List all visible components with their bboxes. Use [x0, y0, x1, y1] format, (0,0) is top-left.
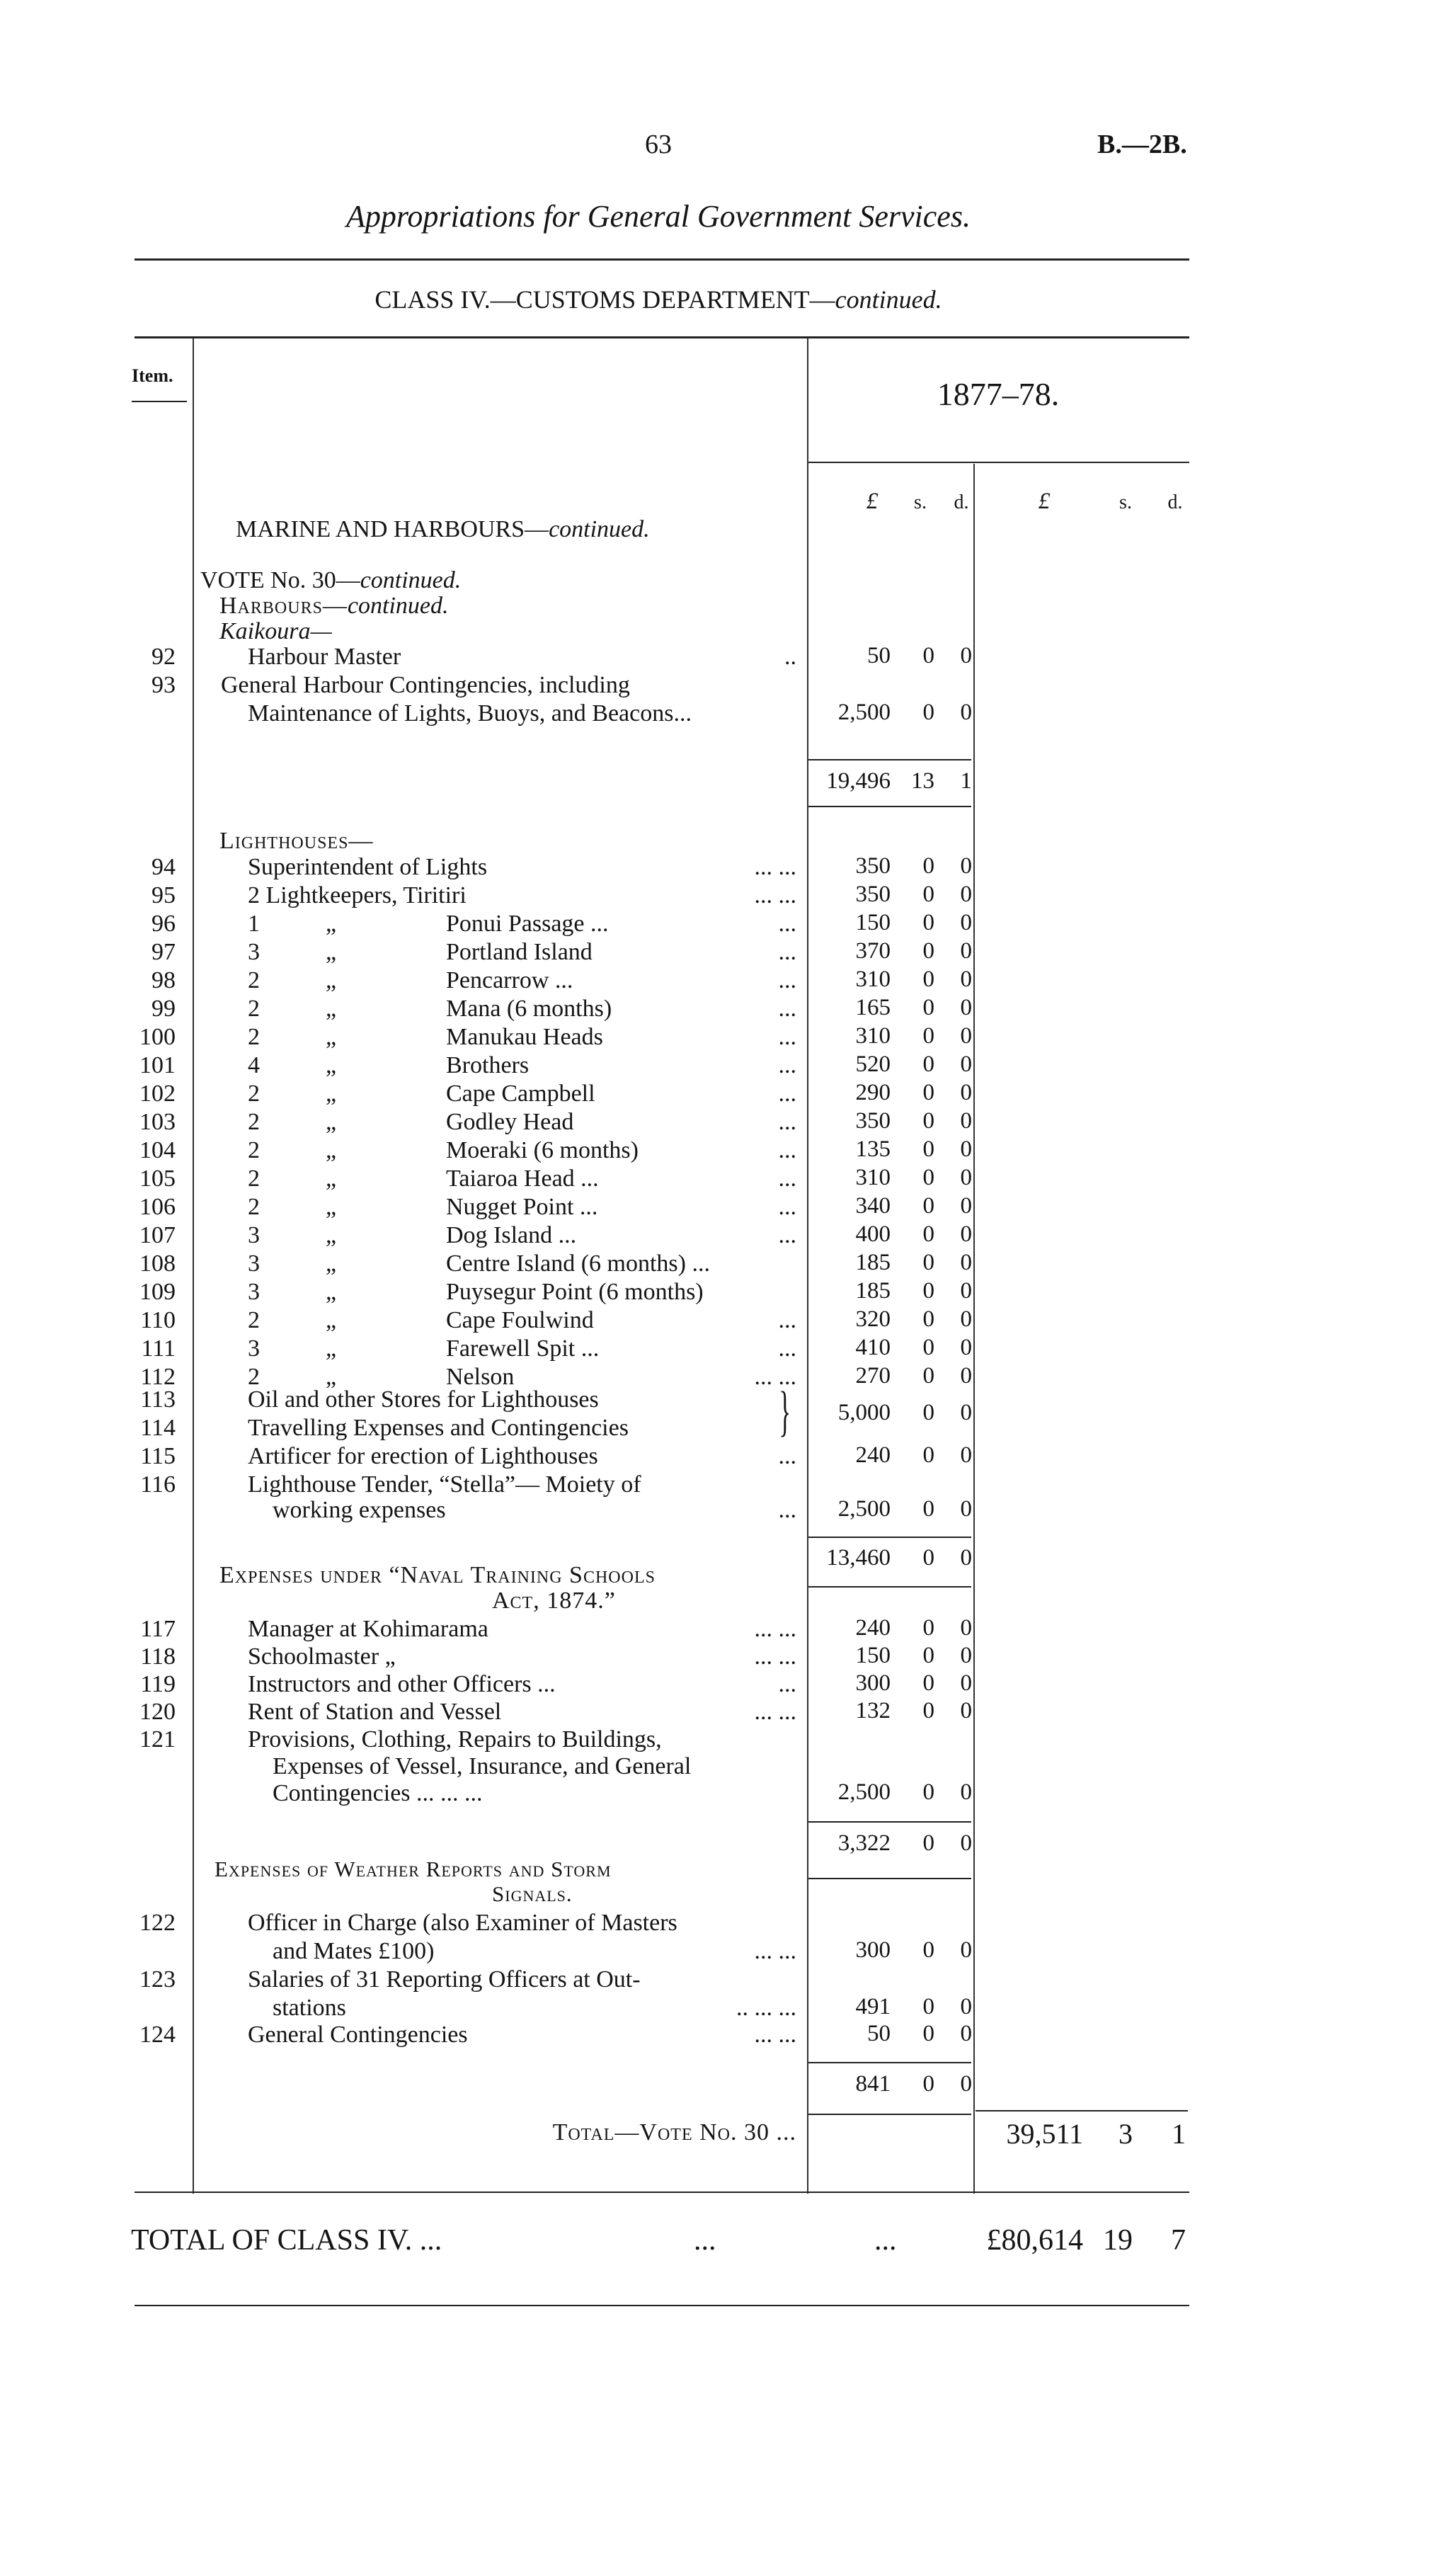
leader-dots: ...: [778, 1671, 796, 1697]
leader-dots: ... ...: [754, 882, 796, 908]
amount-pounds: 340: [855, 1193, 891, 1219]
amount-shillings: 0: [922, 1306, 934, 1332]
leader-dots: ...: [778, 1052, 796, 1078]
lighthouse-name: Moeraki (6 months): [446, 1137, 639, 1163]
keeper-count: 2: [248, 996, 260, 1022]
amount-pence: 0: [960, 700, 972, 725]
lighthouse-name: Portland Island: [446, 939, 593, 965]
subtotal-weather-pence: 0: [960, 2071, 972, 2097]
leader-dots: ...: [778, 1109, 796, 1135]
amount-pounds: 132: [855, 1698, 891, 1723]
subtotal-weather-shillings: 0: [922, 2071, 934, 2097]
amount-pence: 0: [960, 1165, 972, 1190]
amount-pounds: 300: [855, 1670, 891, 1696]
amount-pence: 0: [960, 1994, 972, 2019]
subtotal-lighthouses-pounds: 13,460: [826, 1545, 891, 1571]
item-description: Lighthouse Tender, “Stella”— Moiety of: [248, 1471, 641, 1498]
amount-pounds: 2,500: [837, 700, 891, 725]
amount-shillings: 0: [922, 938, 934, 964]
item-number: 107: [139, 1222, 176, 1248]
amount-pence: 0: [960, 1335, 972, 1360]
amount-shillings: 0: [922, 995, 934, 1020]
leader-dots: ...: [778, 1335, 796, 1362]
amount-pounds: 310: [855, 1023, 891, 1049]
subtotal-naval-pence: 0: [960, 1830, 972, 1856]
rule-subtotal-weather-under: [808, 2114, 971, 2115]
lighthouse-name: Pencarrow ...: [446, 967, 573, 993]
amount-pounds: 310: [855, 967, 891, 992]
lighthouse-name: Cape Campbell: [446, 1081, 595, 1107]
amount-shillings: 0: [922, 967, 934, 992]
vote-total-pence: 1: [1172, 2118, 1186, 2150]
item-number: 93: [151, 672, 176, 698]
amount-pounds: 410: [855, 1335, 891, 1360]
keeper-count: 3: [248, 1279, 260, 1305]
item-number: 118: [140, 1643, 176, 1670]
amount-pence: 0: [960, 1779, 972, 1805]
leader-dots: ..: [784, 644, 796, 670]
amount-pounds: 50: [867, 2021, 891, 2046]
subtotal-naval-pounds: 3,322: [837, 1830, 891, 1856]
keeper-count: 3: [248, 1222, 260, 1248]
kaikoura-heading: Kaikoura—: [219, 618, 332, 644]
keeper-count: 2: [248, 1109, 260, 1135]
amount-pence: 0: [960, 938, 972, 964]
lighthouse-name: Ponui Passage ...: [446, 911, 609, 937]
leader-dots: ...: [778, 1081, 796, 1107]
amount-shillings: 0: [922, 1193, 934, 1219]
page-title: Appropriations for General Government Services.: [346, 199, 971, 234]
keeper-count: 2: [248, 967, 260, 993]
lighthouse-name: Dog Island ...: [446, 1222, 577, 1248]
item-number: 121: [139, 1726, 176, 1753]
leader-dots: ...: [778, 1307, 796, 1333]
amount-shillings: 0: [922, 1937, 934, 1963]
amount-pounds: 240: [855, 1442, 891, 1468]
ditto-mark: „: [326, 939, 337, 965]
amount-shillings: 0: [922, 1779, 934, 1805]
amount-pounds: 320: [855, 1306, 891, 1332]
amount-shillings: 0: [922, 1335, 934, 1360]
leader-dots: ... ...: [754, 1616, 796, 1642]
amount-pounds: 150: [855, 1643, 891, 1668]
class-total-dots: ...: [874, 2224, 897, 2257]
rule-subtotal-naval-under: [808, 1878, 971, 1879]
amount-shillings: 0: [922, 643, 934, 668]
rule-subtotal-lighthouses-under: [808, 1586, 971, 1588]
amount-pounds: 310: [855, 1165, 891, 1190]
item-number: 101: [139, 1052, 176, 1078]
brace-113-114: }: [779, 1380, 791, 1442]
rule-top: [135, 258, 1189, 261]
amount-shillings: 0: [922, 1221, 934, 1247]
lighthouse-name: Nelson: [446, 1364, 515, 1390]
keeper-count: 2: [248, 1194, 260, 1220]
amount-pounds: 270: [855, 1363, 891, 1389]
item-description: Superintendent of Lights: [248, 854, 488, 880]
lighthouse-name: Puysegur Point (6 months): [446, 1279, 704, 1305]
amount-pence: 0: [960, 910, 972, 935]
naval-heading: Expenses under “Naval Training Schools: [219, 1562, 656, 1588]
item-number: 114: [140, 1415, 176, 1441]
rule-subtotal-naval: [808, 1821, 971, 1823]
lighthouse-name: Godley Head: [446, 1109, 574, 1135]
amount-pence: 0: [960, 1108, 972, 1134]
item-number: 97: [151, 939, 176, 965]
leader-dots: ...: [778, 1222, 796, 1248]
keeper-count: 3: [248, 1250, 260, 1277]
item-number: 100: [139, 1024, 176, 1050]
ditto-mark: „: [326, 1364, 337, 1390]
item-description-cont: stations: [273, 1995, 346, 2021]
item-number: 95: [151, 882, 176, 908]
lighthouse-name: Manukau Heads: [446, 1024, 603, 1050]
leader-dots: ...: [778, 967, 796, 993]
amount-pence: 0: [960, 1698, 972, 1723]
item-description-cont: working expenses: [273, 1497, 446, 1523]
amount-pounds: 150: [855, 910, 891, 935]
amount-pounds: 2,500: [837, 1496, 891, 1522]
amount-pence: 0: [960, 1670, 972, 1696]
rule-year-header: [808, 462, 1189, 463]
amount-shillings: 0: [922, 1023, 934, 1049]
amount-pence: 0: [960, 1643, 972, 1668]
document-reference: B.—2B.: [1097, 130, 1187, 159]
item-description: Manager at Kohimarama: [248, 1616, 488, 1642]
subtotal-lighthouses-pence: 0: [960, 1545, 972, 1571]
amount-pence: 0: [960, 1052, 972, 1077]
item-number: 110: [140, 1307, 176, 1333]
amount-shillings: 0: [922, 1278, 934, 1304]
item-description-cont: Maintenance of Lights, Buoys, and Beacons...: [248, 700, 692, 726]
amount-shillings: 0: [922, 1136, 934, 1162]
ditto-mark: „: [326, 1335, 337, 1362]
keeper-count: 3: [248, 939, 260, 965]
item-description: Travelling Expenses and Contingencies: [248, 1415, 629, 1441]
amount-pounds: 350: [855, 1108, 891, 1134]
keeper-count: 4: [248, 1052, 260, 1078]
amount-shillings: 0: [922, 882, 934, 907]
item-number: 103: [139, 1109, 176, 1135]
amount-pounds: 135: [855, 1136, 891, 1162]
amount-shillings: 0: [922, 1994, 934, 2019]
ditto-mark: „: [326, 1137, 337, 1163]
keeper-count: 2: [248, 1081, 260, 1107]
rule-vote-total: [976, 2110, 1188, 2111]
amount-shillings: 0: [922, 1496, 934, 1522]
amount-pounds: 185: [855, 1278, 891, 1304]
page-number: 63: [645, 130, 672, 159]
ditto-mark: „: [326, 1250, 337, 1277]
amount-pence: 0: [960, 1937, 972, 1963]
amount-pence: 0: [960, 1363, 972, 1389]
amount-shillings: 0: [922, 700, 934, 725]
keeper-count: 2: [248, 1364, 260, 1390]
col-pounds-1: £: [866, 489, 879, 514]
lighthouse-name: Brothers: [446, 1052, 530, 1078]
amount-pounds: 165: [855, 995, 891, 1020]
class-total-shillings: 19: [1103, 2224, 1133, 2257]
vote-total-shillings: 3: [1119, 2118, 1133, 2150]
item-description: General Harbour Contingencies, including: [221, 672, 630, 698]
ditto-mark: „: [326, 967, 337, 993]
item-description: Salaries of 31 Reporting Officers at Out-: [248, 1966, 641, 1993]
item-number: 119: [140, 1671, 176, 1697]
col-pence-2: d.: [1167, 491, 1183, 513]
item-number: 109: [139, 1279, 176, 1305]
item-number: 112: [140, 1364, 176, 1390]
leader-dots: ...: [778, 996, 796, 1022]
leader-dots: ... ...: [754, 1699, 796, 1725]
item-description-cont: Expenses of Vessel, Insurance, and General: [273, 1753, 692, 1779]
leader-dots: ...: [778, 1497, 796, 1523]
keeper-count: 1: [248, 911, 260, 937]
class-total-amount: £80,614: [986, 2224, 1083, 2257]
item-number: 92: [151, 644, 176, 670]
rule-subtotal-harbours: [808, 759, 971, 760]
amount-pounds: 290: [855, 1080, 891, 1105]
harbours-heading: Harbours—continued.: [219, 593, 449, 619]
item-number: 102: [139, 1081, 176, 1107]
item-number: 108: [139, 1250, 176, 1277]
keeper-count: 3: [248, 1335, 260, 1362]
class-total-label: TOTAL OF CLASS IV. ...: [131, 2224, 442, 2257]
item-number: 105: [139, 1166, 176, 1192]
amount-pence: 0: [960, 1221, 972, 1247]
item-number: 111: [141, 1335, 176, 1362]
leader-dots: ...: [778, 911, 796, 937]
amount-pounds: 50: [867, 643, 891, 668]
keeper-count: 2: [248, 1166, 260, 1192]
amount-shillings: 0: [922, 1250, 934, 1275]
item-column-header: Item.: [132, 365, 173, 386]
leader-dots: ... ...: [754, 854, 796, 880]
leader-dots: ...: [778, 1024, 796, 1050]
vote-total-pounds: 39,511: [1006, 2118, 1083, 2150]
lighthouse-name: Nugget Point ...: [446, 1194, 598, 1220]
amount-pence: 0: [960, 1023, 972, 1049]
rule-item-column: [193, 338, 194, 2194]
amount-pence: 0: [960, 1615, 972, 1641]
rule-table-top: [135, 336, 1189, 338]
amount-pence: 0: [960, 1400, 972, 1425]
ditto-mark: „: [326, 1024, 337, 1050]
amount-shillings: 0: [922, 910, 934, 935]
ditto-mark: „: [326, 1166, 337, 1192]
col-shillings-2: s.: [1119, 491, 1132, 513]
item-description: Harbour Master: [248, 644, 401, 670]
amount-shillings: 0: [922, 2021, 934, 2046]
item-number: 106: [139, 1194, 176, 1220]
amount-pence: 0: [960, 995, 972, 1020]
ditto-mark: „: [326, 996, 337, 1022]
amount-pounds: 520: [855, 1052, 891, 1077]
item-number: 124: [139, 2022, 176, 2048]
amount-pence: 0: [960, 967, 972, 992]
item-number: 99: [151, 996, 176, 1022]
col-pence-1: d.: [954, 491, 969, 513]
amount-shillings: 0: [922, 1165, 934, 1190]
vote-total-label: Total—Vote No. 30 ...: [552, 2119, 796, 2145]
amount-shillings: 0: [922, 1442, 934, 1468]
leader-dots: ...: [778, 1166, 796, 1192]
amount-pounds: 491: [855, 1994, 891, 2019]
item-number: 122: [139, 1910, 176, 1936]
subtotal-harbours-pounds: 19,496: [826, 768, 891, 794]
ditto-mark: „: [326, 1109, 337, 1135]
item-number: 116: [140, 1471, 176, 1498]
amount-shillings: 0: [922, 1698, 934, 1723]
ditto-mark: „: [326, 1222, 337, 1248]
amount-pence: 0: [960, 643, 972, 668]
item-number: 115: [140, 1443, 176, 1469]
amount-pence: 0: [960, 1080, 972, 1105]
lighthouse-name: Farewell Spit ...: [446, 1335, 600, 1362]
ditto-mark: „: [326, 1194, 337, 1220]
leader-dots: ...: [778, 939, 796, 965]
amount-pounds: 240: [855, 1615, 891, 1641]
amount-pence: 0: [960, 1306, 972, 1332]
ditto-mark: „: [326, 1279, 337, 1305]
item-description: Officer in Charge (also Examiner of Masters: [248, 1910, 677, 1936]
amount-pounds: 370: [855, 938, 891, 964]
item-description: Provisions, Clothing, Repairs to Buildings,: [248, 1726, 662, 1753]
subtotal-harbours-pence: 1: [960, 768, 972, 794]
subtotal-naval-shillings: 0: [922, 1830, 934, 1856]
ditto-mark: „: [326, 1081, 337, 1107]
amount-pence: 0: [960, 2021, 972, 2046]
item-number: 120: [139, 1699, 176, 1725]
lighthouse-name: Centre Island (6 months) ...: [446, 1250, 710, 1277]
item-number: 94: [151, 854, 176, 880]
item-description: General Contingencies: [248, 2022, 468, 2048]
leader-dots: ... ...: [754, 2022, 796, 2048]
leader-dots: ...: [778, 1443, 796, 1469]
amount-pence: 0: [960, 1278, 972, 1304]
leader-dots: ... ...: [754, 1364, 796, 1390]
lighthouse-name: Taiaroa Head ...: [446, 1166, 599, 1192]
section-title: MARINE AND HARBOURS—continued.: [236, 516, 650, 542]
keeper-count: 2: [248, 1137, 260, 1163]
amount-shillings: 0: [922, 1363, 934, 1389]
col-pounds-2: £: [1038, 489, 1051, 514]
ditto-mark: „: [326, 911, 337, 937]
amount-pence: 0: [960, 1496, 972, 1522]
lighthouse-name: Cape Foulwind: [446, 1307, 594, 1333]
col-shillings-1: s.: [914, 491, 927, 513]
leader-dots: .. ... ...: [736, 1995, 796, 2021]
class-total-dots: ...: [694, 2224, 716, 2257]
amount-shillings: 0: [922, 1400, 934, 1425]
vote-heading: VOTE No. 30—continued.: [200, 567, 462, 593]
item-description: Schoolmaster „: [248, 1643, 396, 1670]
item-number: 117: [140, 1616, 176, 1642]
class-heading: CLASS IV.—CUSTOMS DEPARTMENT—continued.: [374, 285, 942, 314]
item-description: Oil and other Stores for Lighthouses: [248, 1386, 599, 1413]
amount-pence: 0: [960, 882, 972, 907]
leader-dots: ... ...: [754, 1643, 796, 1670]
amount-shillings: 0: [922, 1108, 934, 1134]
amount-shillings: 0: [922, 1052, 934, 1077]
amount-pence: 0: [960, 1250, 972, 1275]
lighthouses-heading: Lighthouses—: [219, 828, 374, 854]
amount-pounds: 5,000: [837, 1400, 891, 1425]
rule-desc-column: [807, 338, 808, 2194]
amount-shillings: 0: [922, 1080, 934, 1105]
amount-pounds: 400: [855, 1221, 891, 1247]
ditto-mark: „: [326, 1307, 337, 1333]
amount-shillings: 0: [922, 1615, 934, 1641]
amount-shillings: 0: [922, 1643, 934, 1668]
amount-shillings: 0: [922, 853, 934, 879]
rule-subtotal-harbours-under: [808, 806, 971, 807]
amount-pounds: 185: [855, 1250, 891, 1275]
item-description-cont: and Mates £100): [273, 1938, 435, 1964]
amount-pence: 0: [960, 1136, 972, 1162]
year-header: 1877–78.: [937, 376, 1060, 412]
rule-before-class-total: [135, 2192, 1189, 2193]
leader-dots: ...: [778, 1137, 796, 1163]
amount-pounds: 300: [855, 1937, 891, 1963]
amount-pence: 0: [960, 1442, 972, 1468]
item-description-cont: Contingencies ... ... ...: [273, 1780, 483, 1806]
amount-shillings: 0: [922, 1670, 934, 1696]
class-total-pence: 7: [1171, 2224, 1186, 2257]
naval-heading-cont: Act, 1874.”: [492, 1588, 616, 1614]
item-number: 104: [139, 1137, 176, 1163]
item-number: 96: [151, 911, 176, 937]
item-description: 2 Lightkeepers, Tiritiri: [248, 882, 467, 908]
subtotal-weather-pounds: 841: [855, 2071, 891, 2097]
item-description: Rent of Station and Vessel: [248, 1699, 502, 1725]
weather-heading-cont: Signals.: [492, 1881, 573, 1906]
ditto-mark: „: [326, 1052, 337, 1078]
amount-pence: 0: [960, 853, 972, 879]
rule-subtotal-lighthouses: [808, 1537, 971, 1538]
item-description: Artificer for erection of Lighthouses: [248, 1443, 598, 1469]
amount-pounds: 350: [855, 882, 891, 907]
subtotal-lighthouses-shillings: 0: [922, 1545, 934, 1571]
amount-pounds: 350: [855, 853, 891, 879]
weather-heading: Expenses of Weather Reports and Storm: [214, 1857, 612, 1881]
subtotal-harbours-shillings: 13: [911, 768, 934, 794]
rule-bottom: [135, 2305, 1189, 2306]
leader-dots: ...: [778, 1194, 796, 1220]
keeper-count: 2: [248, 1024, 260, 1050]
item-number: 113: [140, 1386, 176, 1413]
keeper-count: 2: [248, 1307, 260, 1333]
item-number: 123: [139, 1966, 176, 1993]
amount-pounds: 2,500: [837, 1779, 891, 1805]
item-number: 98: [151, 967, 176, 993]
item-header-underline: [132, 401, 187, 402]
rule-subtotal-weather: [808, 2062, 971, 2063]
leader-dots: ... ...: [754, 1938, 796, 1964]
lighthouse-name: Mana (6 months): [446, 996, 612, 1022]
amount-pence: 0: [960, 1193, 972, 1219]
rule-amount-column: [973, 464, 975, 2194]
item-description: Instructors and other Officers ...: [248, 1671, 556, 1697]
